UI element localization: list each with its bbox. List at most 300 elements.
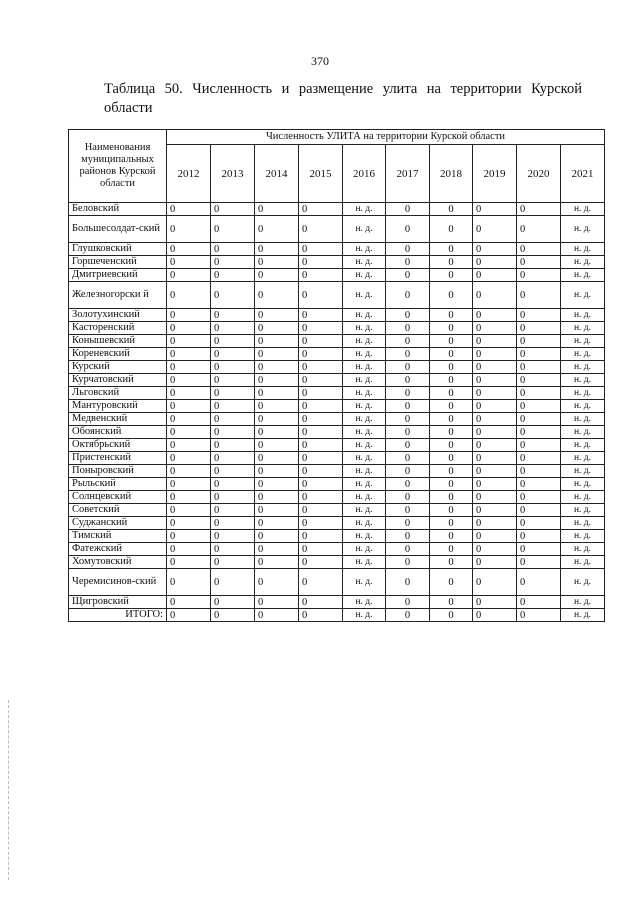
- district-name: Касторенский: [69, 322, 167, 335]
- table-row: [69, 269, 605, 282]
- cell-2012: 0: [167, 609, 211, 622]
- cell-2016: н. д.: [343, 348, 386, 361]
- year-header-2021: 2021: [561, 145, 605, 203]
- cell-2021: н. д.: [561, 426, 605, 439]
- cell-2021: н. д.: [561, 387, 605, 400]
- table-row: [69, 387, 605, 400]
- cell-2020: 0: [517, 465, 561, 478]
- cell-2017: 0: [386, 256, 430, 269]
- year-header-2013: 2013: [211, 145, 255, 203]
- cell-2018: 0: [430, 556, 473, 569]
- cell-2020: 0: [517, 530, 561, 543]
- cell-2013: 0: [211, 256, 255, 269]
- cell-2013: 0: [211, 452, 255, 465]
- cell-2014: 0: [255, 269, 299, 282]
- cell-2014: 0: [255, 569, 299, 596]
- district-name: Льговский: [69, 387, 167, 400]
- cell-2015: 0: [299, 335, 343, 348]
- cell-2015: 0: [299, 504, 343, 517]
- district-name: Суджанский: [69, 517, 167, 530]
- cell-2013: 0: [211, 530, 255, 543]
- cell-2013: 0: [211, 543, 255, 556]
- cell-2021: н. д.: [561, 322, 605, 335]
- cell-2021: н. д.: [561, 569, 605, 596]
- cell-2017: 0: [386, 556, 430, 569]
- scan-margin-line: [8, 700, 10, 880]
- cell-2014: 0: [255, 465, 299, 478]
- year-header-2018: 2018: [430, 145, 473, 203]
- cell-2020: 0: [517, 452, 561, 465]
- district-name: Пристенский: [69, 452, 167, 465]
- cell-2018: 0: [430, 243, 473, 256]
- cell-2021: н. д.: [561, 452, 605, 465]
- cell-2013: 0: [211, 216, 255, 243]
- cell-2014: 0: [255, 530, 299, 543]
- cell-2012: 0: [167, 361, 211, 374]
- cell-2018: 0: [430, 517, 473, 530]
- cell-2015: 0: [299, 322, 343, 335]
- cell-2021: н. д.: [561, 543, 605, 556]
- cell-2014: 0: [255, 322, 299, 335]
- cell-2019: 0: [473, 413, 517, 426]
- cell-2018: 0: [430, 504, 473, 517]
- cell-2018: 0: [430, 216, 473, 243]
- cell-2015: 0: [299, 543, 343, 556]
- cell-2013: 0: [211, 309, 255, 322]
- cell-2021: н. д.: [561, 478, 605, 491]
- table-row: [69, 348, 605, 361]
- cell-2014: 0: [255, 282, 299, 309]
- cell-2020: 0: [517, 269, 561, 282]
- cell-2020: 0: [517, 282, 561, 309]
- cell-2016: н. д.: [343, 426, 386, 439]
- cell-2017: 0: [386, 282, 430, 309]
- cell-2021: н. д.: [561, 361, 605, 374]
- cell-2012: 0: [167, 426, 211, 439]
- cell-2019: 0: [473, 361, 517, 374]
- cell-2015: 0: [299, 387, 343, 400]
- cell-2020: 0: [517, 348, 561, 361]
- cell-2013: 0: [211, 439, 255, 452]
- table-row: [69, 216, 605, 243]
- cell-2019: 0: [473, 569, 517, 596]
- cell-2019: 0: [473, 596, 517, 609]
- table-row: [69, 256, 605, 269]
- cell-2018: 0: [430, 256, 473, 269]
- cell-2015: 0: [299, 596, 343, 609]
- cell-2017: 0: [386, 361, 430, 374]
- cell-2017: 0: [386, 387, 430, 400]
- cell-2015: 0: [299, 439, 343, 452]
- district-name: Глушковский: [69, 243, 167, 256]
- cell-2013: 0: [211, 269, 255, 282]
- table-row: [69, 400, 605, 413]
- cell-2012: 0: [167, 543, 211, 556]
- cell-2014: 0: [255, 400, 299, 413]
- cell-2012: 0: [167, 491, 211, 504]
- cell-2012: 0: [167, 374, 211, 387]
- cell-2012: 0: [167, 216, 211, 243]
- table-row: [69, 426, 605, 439]
- cell-2014: 0: [255, 452, 299, 465]
- cell-2015: 0: [299, 491, 343, 504]
- cell-2013: 0: [211, 426, 255, 439]
- cell-2019: 0: [473, 400, 517, 413]
- cell-2014: 0: [255, 335, 299, 348]
- cell-2013: 0: [211, 387, 255, 400]
- district-name: Большесолдат-ский: [69, 216, 167, 243]
- cell-2015: 0: [299, 609, 343, 622]
- cell-2013: 0: [211, 596, 255, 609]
- district-name: Конышевский: [69, 335, 167, 348]
- cell-2021: н. д.: [561, 282, 605, 309]
- cell-2020: 0: [517, 387, 561, 400]
- district-name: Горшеченский: [69, 256, 167, 269]
- cell-2013: 0: [211, 361, 255, 374]
- cell-2019: 0: [473, 491, 517, 504]
- cell-2013: 0: [211, 556, 255, 569]
- cell-2017: 0: [386, 452, 430, 465]
- cell-2012: 0: [167, 452, 211, 465]
- cell-2020: 0: [517, 335, 561, 348]
- cell-2020: 0: [517, 543, 561, 556]
- cell-2017: 0: [386, 322, 430, 335]
- cell-2014: 0: [255, 543, 299, 556]
- cell-2020: 0: [517, 413, 561, 426]
- cell-2016: н. д.: [343, 517, 386, 530]
- cell-2018: 0: [430, 465, 473, 478]
- cell-2021: н. д.: [561, 243, 605, 256]
- cell-2014: 0: [255, 203, 299, 216]
- cell-2019: 0: [473, 309, 517, 322]
- district-name: Дмитриевский: [69, 269, 167, 282]
- cell-2021: н. д.: [561, 335, 605, 348]
- cell-2015: 0: [299, 478, 343, 491]
- cell-2012: 0: [167, 322, 211, 335]
- cell-2016: н. д.: [343, 400, 386, 413]
- year-header-2014: 2014: [255, 145, 299, 203]
- table-row: [69, 282, 605, 309]
- cell-2016: н. д.: [343, 322, 386, 335]
- group-column-header: Численность УЛИТА на территории Курской области: [167, 130, 605, 145]
- cell-2012: 0: [167, 400, 211, 413]
- cell-2016: н. д.: [343, 609, 386, 622]
- cell-2017: 0: [386, 216, 430, 243]
- cell-2018: 0: [430, 335, 473, 348]
- cell-2013: 0: [211, 491, 255, 504]
- cell-2021: н. д.: [561, 216, 605, 243]
- year-header-2017: 2017: [386, 145, 430, 203]
- cell-2019: 0: [473, 216, 517, 243]
- cell-2018: 0: [430, 322, 473, 335]
- cell-2019: 0: [473, 465, 517, 478]
- table-row: [69, 569, 605, 596]
- cell-2021: н. д.: [561, 269, 605, 282]
- cell-2021: н. д.: [561, 348, 605, 361]
- cell-2018: 0: [430, 439, 473, 452]
- cell-2020: 0: [517, 361, 561, 374]
- district-name: Щигровский: [69, 596, 167, 609]
- cell-2013: 0: [211, 465, 255, 478]
- cell-2019: 0: [473, 609, 517, 622]
- cell-2013: 0: [211, 517, 255, 530]
- cell-2013: 0: [211, 374, 255, 387]
- cell-2012: 0: [167, 256, 211, 269]
- cell-2012: 0: [167, 530, 211, 543]
- cell-2016: н. д.: [343, 465, 386, 478]
- cell-2017: 0: [386, 374, 430, 387]
- cell-2019: 0: [473, 374, 517, 387]
- table-row: [69, 543, 605, 556]
- district-name: Фатежский: [69, 543, 167, 556]
- cell-2016: н. д.: [343, 478, 386, 491]
- cell-2013: 0: [211, 504, 255, 517]
- cell-2016: н. д.: [343, 309, 386, 322]
- cell-2019: 0: [473, 452, 517, 465]
- cell-2015: 0: [299, 203, 343, 216]
- table-row: [69, 243, 605, 256]
- cell-2019: 0: [473, 543, 517, 556]
- cell-2015: 0: [299, 269, 343, 282]
- cell-2019: 0: [473, 517, 517, 530]
- cell-2016: н. д.: [343, 203, 386, 216]
- cell-2012: 0: [167, 309, 211, 322]
- cell-2017: 0: [386, 478, 430, 491]
- cell-2017: 0: [386, 243, 430, 256]
- cell-2014: 0: [255, 309, 299, 322]
- cell-2021: н. д.: [561, 400, 605, 413]
- cell-2020: 0: [517, 400, 561, 413]
- cell-2016: н. д.: [343, 556, 386, 569]
- cell-2014: 0: [255, 413, 299, 426]
- cell-2014: 0: [255, 517, 299, 530]
- cell-2020: 0: [517, 374, 561, 387]
- cell-2016: н. д.: [343, 413, 386, 426]
- cell-2015: 0: [299, 374, 343, 387]
- cell-2017: 0: [386, 504, 430, 517]
- cell-2015: 0: [299, 243, 343, 256]
- cell-2021: н. д.: [561, 504, 605, 517]
- cell-2016: н. д.: [343, 243, 386, 256]
- cell-2014: 0: [255, 426, 299, 439]
- district-name: Тимский: [69, 530, 167, 543]
- cell-2012: 0: [167, 596, 211, 609]
- cell-2018: 0: [430, 543, 473, 556]
- cell-2012: 0: [167, 465, 211, 478]
- cell-2016: н. д.: [343, 387, 386, 400]
- cell-2020: 0: [517, 256, 561, 269]
- cell-2021: н. д.: [561, 256, 605, 269]
- table-row: [69, 596, 605, 609]
- cell-2012: 0: [167, 517, 211, 530]
- table-row: [69, 556, 605, 569]
- page-number: 370: [311, 54, 329, 68]
- cell-2014: 0: [255, 348, 299, 361]
- cell-2013: 0: [211, 243, 255, 256]
- cell-2020: 0: [517, 216, 561, 243]
- cell-2016: н. д.: [343, 452, 386, 465]
- cell-2019: 0: [473, 556, 517, 569]
- cell-2019: 0: [473, 322, 517, 335]
- cell-2013: 0: [211, 569, 255, 596]
- cell-2017: 0: [386, 517, 430, 530]
- district-name: Октябрьский: [69, 439, 167, 452]
- cell-2021: н. д.: [561, 609, 605, 622]
- cell-2020: 0: [517, 491, 561, 504]
- cell-2012: 0: [167, 348, 211, 361]
- cell-2021: н. д.: [561, 530, 605, 543]
- table-row: [69, 335, 605, 348]
- district-name: Беловский: [69, 203, 167, 216]
- cell-2019: 0: [473, 282, 517, 309]
- district-name: Золотухинский: [69, 309, 167, 322]
- cell-2015: 0: [299, 413, 343, 426]
- cell-2012: 0: [167, 413, 211, 426]
- table-row: [69, 530, 605, 543]
- cell-2016: н. д.: [343, 491, 386, 504]
- population-table: [68, 129, 605, 622]
- cell-2013: 0: [211, 348, 255, 361]
- cell-2018: 0: [430, 609, 473, 622]
- cell-2020: 0: [517, 439, 561, 452]
- year-header-2015: 2015: [299, 145, 343, 203]
- cell-2019: 0: [473, 478, 517, 491]
- cell-2014: 0: [255, 387, 299, 400]
- cell-2015: 0: [299, 426, 343, 439]
- cell-2017: 0: [386, 596, 430, 609]
- cell-2017: 0: [386, 335, 430, 348]
- cell-2017: 0: [386, 400, 430, 413]
- district-name: Поныровский: [69, 465, 167, 478]
- cell-2013: 0: [211, 400, 255, 413]
- cell-2017: 0: [386, 269, 430, 282]
- cell-2016: н. д.: [343, 439, 386, 452]
- cell-2014: 0: [255, 256, 299, 269]
- cell-2012: 0: [167, 478, 211, 491]
- cell-2017: 0: [386, 491, 430, 504]
- cell-2018: 0: [430, 269, 473, 282]
- cell-2014: 0: [255, 374, 299, 387]
- cell-2015: 0: [299, 465, 343, 478]
- cell-2018: 0: [430, 452, 473, 465]
- cell-2020: 0: [517, 309, 561, 322]
- cell-2017: 0: [386, 569, 430, 596]
- district-name: Советский: [69, 504, 167, 517]
- cell-2016: н. д.: [343, 282, 386, 309]
- cell-2017: 0: [386, 413, 430, 426]
- cell-2014: 0: [255, 596, 299, 609]
- cell-2012: 0: [167, 569, 211, 596]
- cell-2018: 0: [430, 387, 473, 400]
- cell-2018: 0: [430, 569, 473, 596]
- table-row: [69, 504, 605, 517]
- cell-2019: 0: [473, 335, 517, 348]
- cell-2016: н. д.: [343, 269, 386, 282]
- cell-2021: н. д.: [561, 465, 605, 478]
- cell-2017: 0: [386, 465, 430, 478]
- cell-2021: н. д.: [561, 439, 605, 452]
- cell-2019: 0: [473, 387, 517, 400]
- cell-2020: 0: [517, 569, 561, 596]
- cell-2012: 0: [167, 269, 211, 282]
- cell-2015: 0: [299, 309, 343, 322]
- cell-2012: 0: [167, 504, 211, 517]
- cell-2012: 0: [167, 556, 211, 569]
- cell-2016: н. д.: [343, 543, 386, 556]
- cell-2012: 0: [167, 243, 211, 256]
- cell-2013: 0: [211, 203, 255, 216]
- district-name: Курский: [69, 361, 167, 374]
- cell-2015: 0: [299, 530, 343, 543]
- table-row: [69, 322, 605, 335]
- cell-2015: 0: [299, 256, 343, 269]
- table-row: [69, 203, 605, 216]
- cell-2017: 0: [386, 348, 430, 361]
- cell-2017: 0: [386, 203, 430, 216]
- cell-2021: н. д.: [561, 596, 605, 609]
- total-label: ИТОГО:: [69, 609, 167, 622]
- cell-2018: 0: [430, 491, 473, 504]
- cell-2012: 0: [167, 387, 211, 400]
- cell-2021: н. д.: [561, 203, 605, 216]
- cell-2019: 0: [473, 243, 517, 256]
- cell-2012: 0: [167, 203, 211, 216]
- district-name: Солнцевский: [69, 491, 167, 504]
- cell-2018: 0: [430, 348, 473, 361]
- cell-2019: 0: [473, 530, 517, 543]
- table-row: [69, 465, 605, 478]
- cell-2014: 0: [255, 609, 299, 622]
- cell-2015: 0: [299, 282, 343, 309]
- cell-2017: 0: [386, 426, 430, 439]
- cell-2014: 0: [255, 439, 299, 452]
- cell-2017: 0: [386, 543, 430, 556]
- cell-2018: 0: [430, 478, 473, 491]
- cell-2021: н. д.: [561, 413, 605, 426]
- cell-2013: 0: [211, 609, 255, 622]
- cell-2016: н. д.: [343, 504, 386, 517]
- cell-2018: 0: [430, 530, 473, 543]
- table-body: [69, 203, 605, 622]
- cell-2014: 0: [255, 216, 299, 243]
- cell-2020: 0: [517, 609, 561, 622]
- cell-2012: 0: [167, 282, 211, 309]
- year-header-2019: 2019: [473, 145, 517, 203]
- cell-2018: 0: [430, 309, 473, 322]
- cell-2021: н. д.: [561, 309, 605, 322]
- district-name: Обоянский: [69, 426, 167, 439]
- cell-2018: 0: [430, 282, 473, 309]
- cell-2017: 0: [386, 609, 430, 622]
- cell-2016: н. д.: [343, 596, 386, 609]
- year-header-2020: 2020: [517, 145, 561, 203]
- cell-2018: 0: [430, 203, 473, 216]
- district-name: Мантуровский: [69, 400, 167, 413]
- district-name: Железногорски й: [69, 282, 167, 309]
- table-row: [69, 452, 605, 465]
- cell-2016: н. д.: [343, 256, 386, 269]
- cell-2012: 0: [167, 335, 211, 348]
- cell-2020: 0: [517, 478, 561, 491]
- cell-2020: 0: [517, 504, 561, 517]
- cell-2021: н. д.: [561, 517, 605, 530]
- table-row: [69, 374, 605, 387]
- cell-2020: 0: [517, 203, 561, 216]
- cell-2014: 0: [255, 243, 299, 256]
- cell-2015: 0: [299, 348, 343, 361]
- cell-2020: 0: [517, 322, 561, 335]
- table-row: [69, 478, 605, 491]
